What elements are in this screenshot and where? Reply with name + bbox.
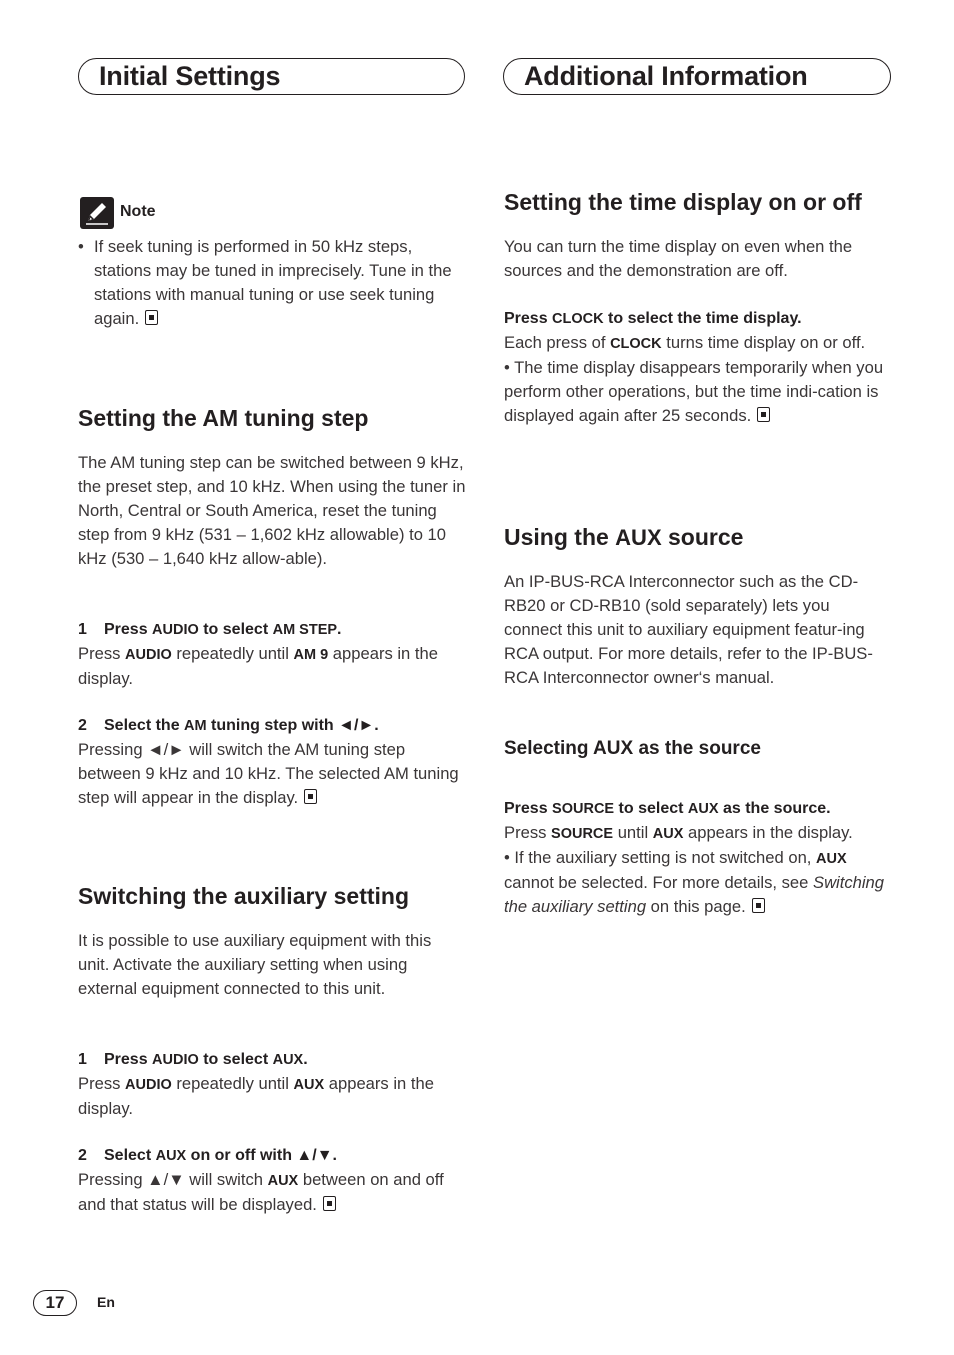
section-tab-title: Initial Settings bbox=[99, 61, 281, 91]
section-tab-title: Additional Information bbox=[524, 61, 808, 91]
page-number: 17 bbox=[33, 1290, 77, 1316]
section-tab-initial-settings bbox=[78, 58, 465, 95]
end-of-section-icon bbox=[323, 1196, 336, 1211]
time-display-intro: You can turn the time display on even when the sources and the demonstration are off. bbox=[504, 237, 853, 280]
am-step2-instruction: 2 Select the AM tuning step with ◄/►. bbox=[78, 717, 379, 734]
time-display-heading: Setting the time display on or off bbox=[504, 189, 862, 215]
am-step2-body: Pressing ◄/► will switch the AM tuning step between 9 kHz and 10 kHz. The selected AM tuning step will appear in the display. bbox=[78, 740, 459, 807]
am-tuning-heading: Setting the AM tuning step bbox=[78, 405, 369, 431]
aux-step1-body: Press AUDIO repeatedly until AUX appears in the display. bbox=[78, 1074, 434, 1118]
am-step1-instruction: 1 Press AUDIO to select AM STEP. bbox=[78, 621, 342, 638]
aux-step2-body: Pressing ▲/▼ will switch AUX between on and off and that status will be displayed. bbox=[78, 1170, 444, 1214]
time-display-body: Each press of CLOCK turns time display on or off. • The time display disappears temporarily when you perform other operations, but the time indi-cation is displayed again after 25 seconds. bbox=[504, 333, 884, 425]
am-step1-body: Press AUDIO repeatedly until AM 9 appears in the display. bbox=[78, 644, 438, 688]
aux-source-intro: An IP-BUS-RCA Interconnector such as the CD-RB20 or CD-RB10 (sold separately) lets you connect this unit to auxiliary equipment featur-ing RCA output. For more details, refer to the IP-BUS-RCA Interconnector owner‘s manual. bbox=[504, 572, 873, 687]
note-label: Note bbox=[120, 203, 156, 220]
aux-step1-instruction: 1 Press AUDIO to select AUX. bbox=[78, 1051, 308, 1068]
aux-source-body: Press SOURCE until AUX appears in the display. • If the auxiliary setting is not switched on, AUX cannot be selected. For more details, see Switching the auxiliary setting on this page. bbox=[504, 823, 885, 916]
language-code: En bbox=[97, 1294, 115, 1310]
selecting-aux-subheading: Selecting AUX as the source bbox=[504, 738, 761, 759]
aux-source-instruction: Press SOURCE to select AUX as the source. bbox=[504, 800, 831, 817]
am-tuning-intro: The AM tuning step can be switched between 9 kHz, the preset step, and 10 kHz. When using the tuner in North, Central or South America, reset the tuning step from 9 kHz (531 – 1,602 kHz allowable) to 10 kHz (530 – 1,640 kHz allow-able). bbox=[78, 453, 466, 568]
cross-reference: Switching the auxiliary setting bbox=[504, 873, 885, 916]
section-tab-additional-information bbox=[503, 58, 891, 95]
aux-setting-intro: It is possible to use auxiliary equipment with this unit. Activate the auxiliary setting when using external equipment connected to this unit. bbox=[78, 931, 432, 998]
end-of-section-icon bbox=[757, 407, 770, 422]
aux-source-heading: Using the AUX source bbox=[504, 524, 744, 550]
note-pencil-icon bbox=[80, 197, 114, 229]
end-of-section-icon bbox=[145, 310, 158, 325]
note-bullet: • If seek tuning is performed in 50 kHz steps, stations may be tuned in imprecisely. Tune in the stations with manual tuning or use seek tuning again. bbox=[78, 237, 452, 328]
time-display-instruction: Press CLOCK to select the time display. bbox=[504, 310, 802, 327]
end-of-section-icon bbox=[752, 898, 765, 913]
aux-step2-instruction: 2 Select AUX on or off with ▲/▼. bbox=[78, 1147, 337, 1164]
aux-setting-heading: Switching the auxiliary setting bbox=[78, 883, 410, 909]
end-of-section-icon bbox=[304, 789, 317, 804]
